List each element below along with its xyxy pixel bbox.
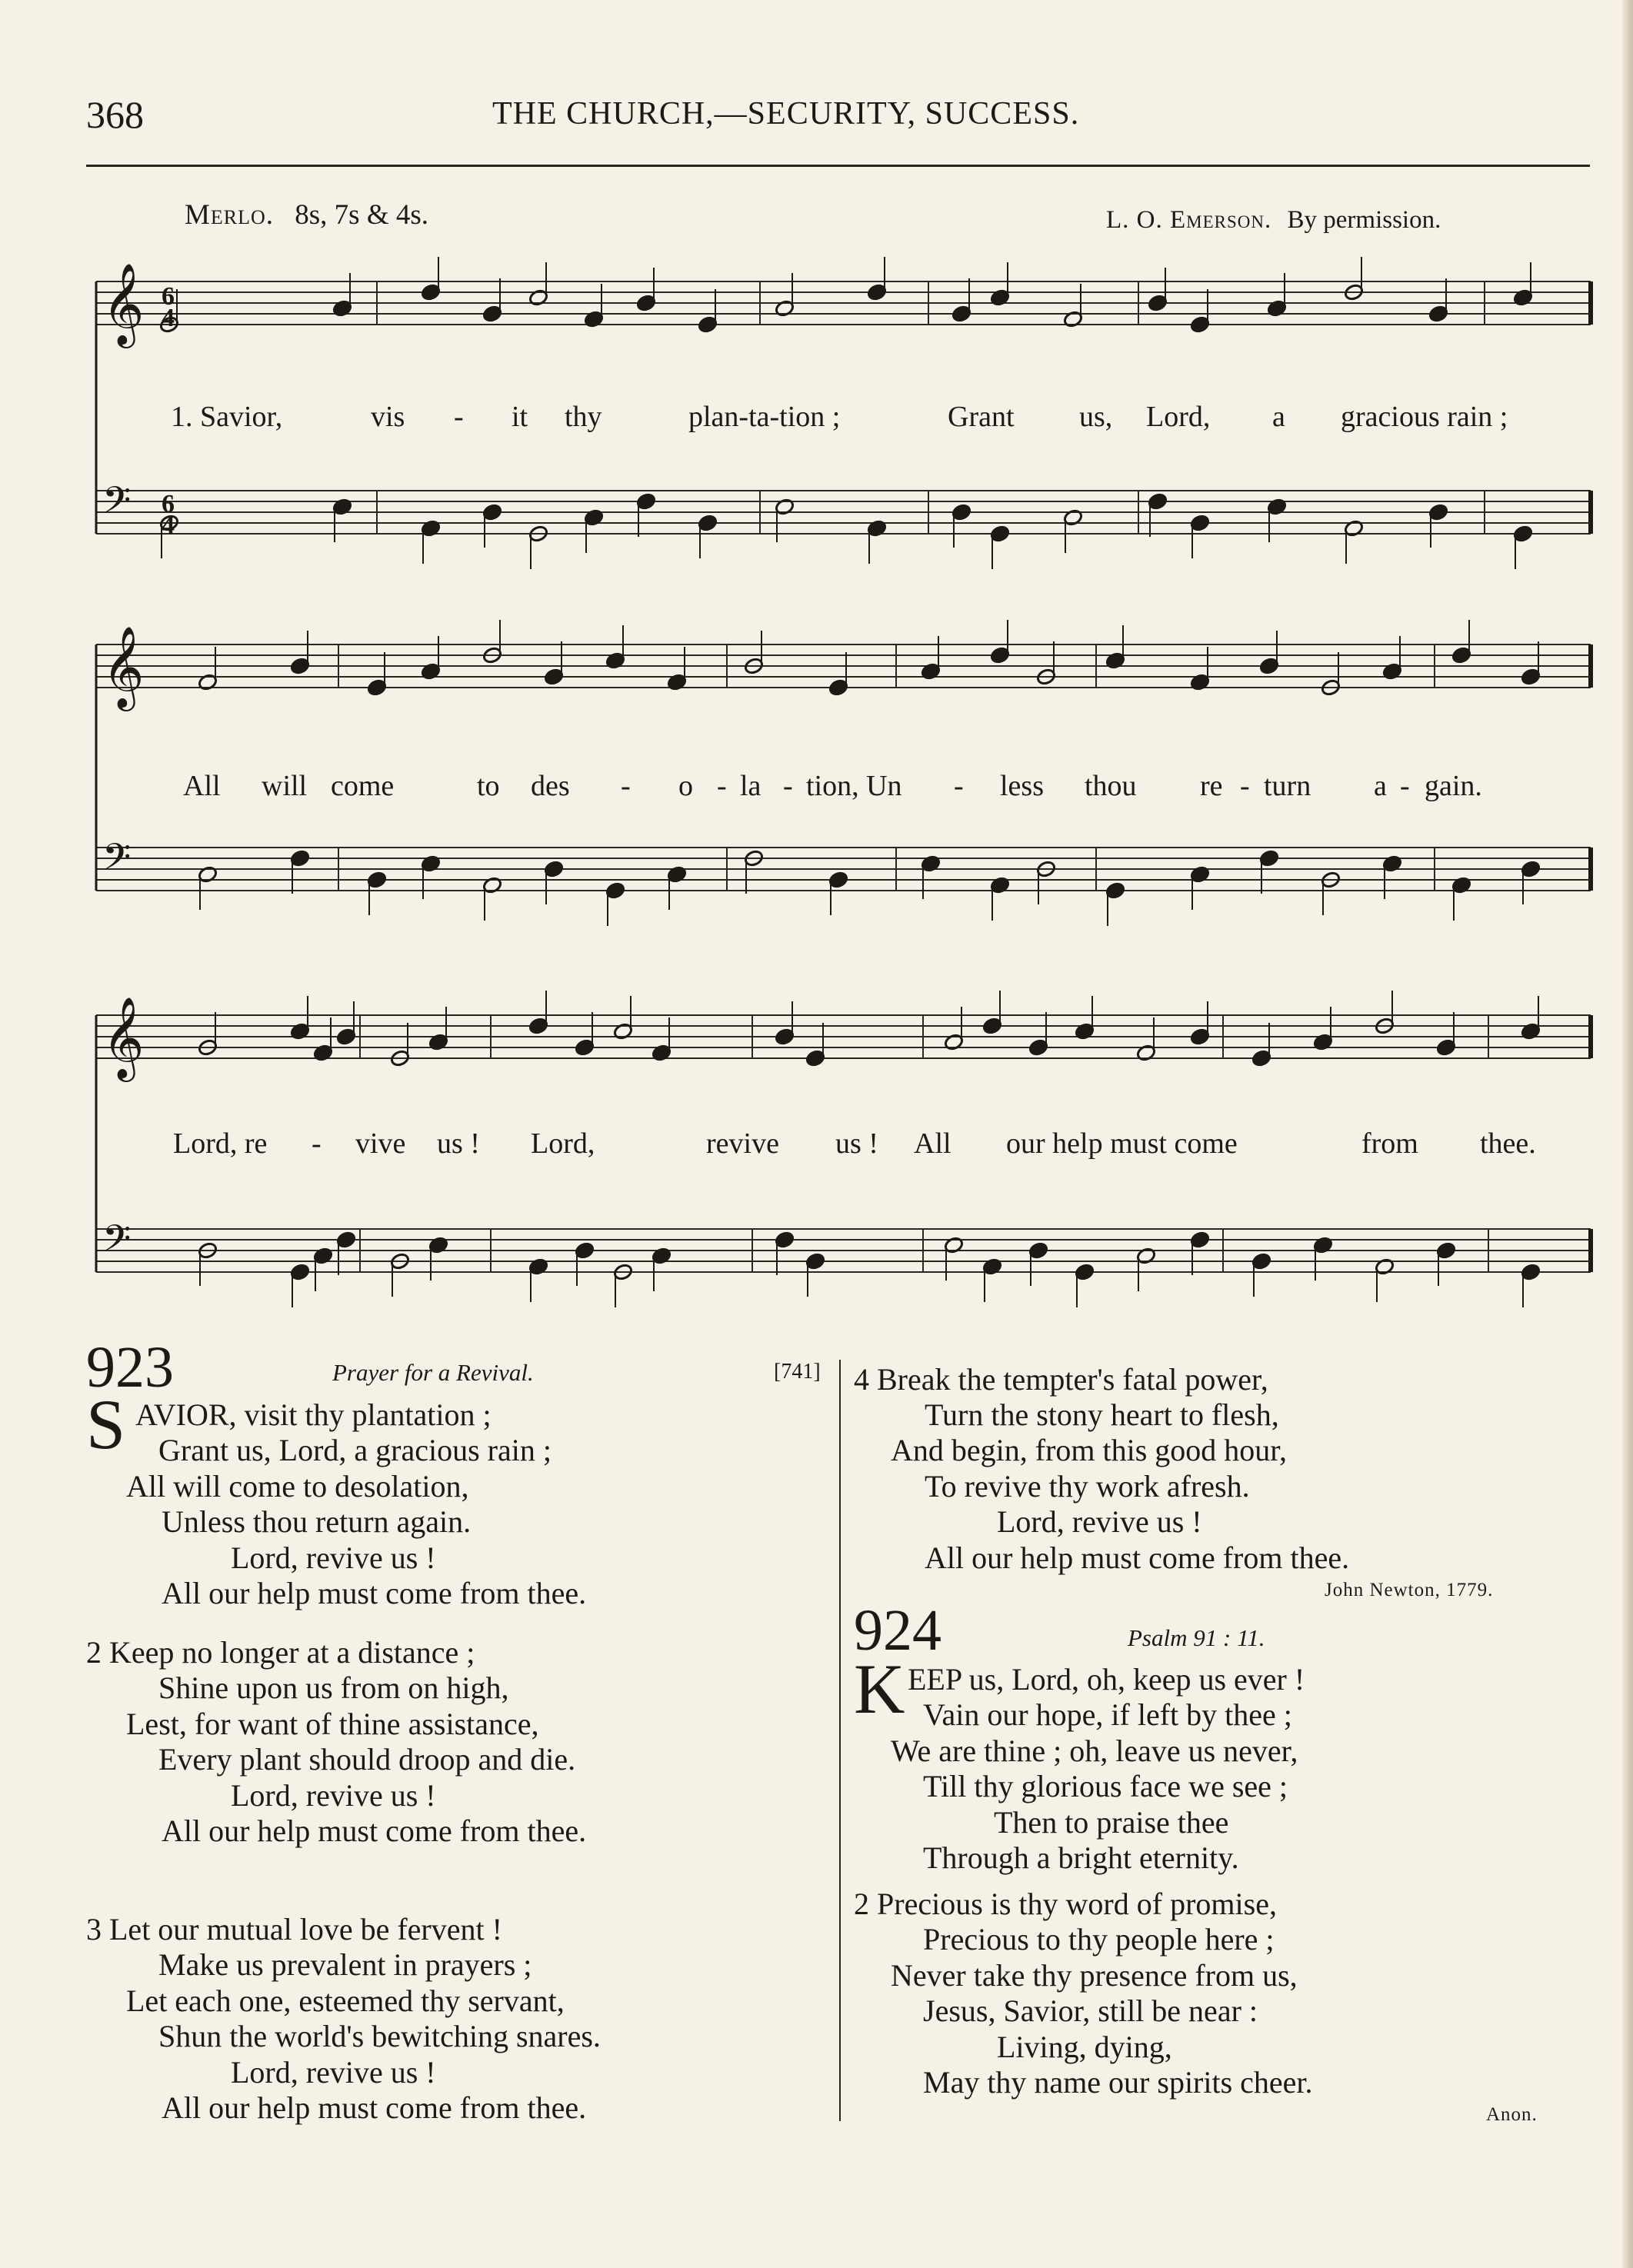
running-title: THE CHURCH,—SECURITY, SUCCESS. [492, 96, 1080, 132]
lyric-s1-8: us, [1079, 401, 1113, 433]
lyric-s2-20: gain. [1425, 770, 1482, 802]
lyric-s2-1: All [183, 770, 221, 802]
bass-clef: 𝄢 [102, 1217, 132, 1269]
h923-v4-l2: Turn the stony heart to flesh, [925, 1397, 1279, 1432]
lyric-s3-7: us ! [835, 1127, 878, 1160]
lyric-s2-7: o [678, 770, 693, 802]
bass-clef: 𝄢 [102, 835, 132, 888]
lyric-s3-5: Lord, [531, 1127, 595, 1160]
h924-v1-l5: Then to praise thee [994, 1805, 1229, 1840]
hymn-924-title: Psalm 91 : 11. [1128, 1624, 1265, 1651]
lyric-s2-11: tion, Un [806, 770, 902, 802]
hymn-924-dropcap: K [854, 1650, 905, 1728]
h923-v1-l2: Grant us, Lord, a gracious rain ; [158, 1433, 552, 1467]
h924-v1-l6: Through a bright eternity. [923, 1840, 1239, 1875]
column-divider [839, 1360, 841, 2121]
h923-v1-l1: AVIOR, visit thy plantation ; [135, 1397, 492, 1432]
lyric-s2-17: turn [1264, 770, 1311, 802]
hymn-923-number: 923 [86, 1335, 174, 1400]
lyric-s3-3: vive [355, 1127, 406, 1160]
h923-v3-l3: Let each one, esteemed thy servant, [126, 1983, 565, 2018]
lyric-s2-9: la [740, 770, 762, 802]
h923-v3-l6: All our help must come from thee. [162, 2090, 587, 2125]
lyric-s3-8: All [914, 1127, 951, 1160]
h924-v2-l6: May thy name our spirits cheer. [923, 2065, 1313, 2100]
bass-clef: 𝄢 [102, 478, 132, 531]
hymn-923-author: John Newton, 1779. [1325, 1580, 1494, 1600]
h924-v2-l5: Living, dying, [997, 2030, 1172, 2064]
lyric-s1-10: a [1272, 401, 1285, 433]
treble-clef: 𝄞 [102, 996, 145, 1078]
lyric-s1-1: 1. Savior, [171, 401, 283, 433]
time-signature-bottom: 4 [162, 511, 175, 540]
lyric-s2-12: - [954, 770, 964, 802]
treble-clef: 𝄞 [102, 625, 145, 708]
lyric-s3-4: us ! [437, 1127, 480, 1160]
treble-clef: 𝄞 [102, 262, 145, 345]
lyric-s2-15: re [1200, 770, 1223, 802]
time-signature-bottom: 4 [162, 304, 175, 332]
lyric-s2-6: - [621, 770, 631, 802]
hymn-923-title: Prayer for a Revival. [332, 1359, 534, 1386]
h924-v2-l4: Jesus, Savior, still be near : [923, 1993, 1258, 2028]
h924-v2-l3: Never take thy presence from us, [891, 1958, 1298, 1993]
lyric-s1-11: gracious rain ; [1341, 401, 1508, 433]
lyric-s1-6: plan-ta-tion ; [688, 401, 841, 433]
h923-v4-l6: All our help must come from thee. [925, 1540, 1350, 1575]
lyric-s1-2: vis [371, 401, 405, 433]
page-number: 368 [86, 93, 144, 136]
hymn-923-ref: [741] [774, 1360, 821, 1384]
h923-v1-l3: All will come to desolation, [126, 1469, 469, 1504]
permission-note: By permission. [1287, 206, 1441, 234]
h923-v2-l5: Lord, revive us ! [231, 1778, 436, 1813]
h923-v2-l1: 2 Keep no longer at a distance ; [86, 1635, 475, 1670]
h924-v1-l2: Vain our hope, if left by thee ; [923, 1697, 1292, 1732]
lyric-s2-14: thou [1085, 770, 1137, 802]
lyric-s3-6: revive [706, 1127, 779, 1160]
time-signature-top: 6 [162, 490, 175, 518]
hymn-924-number: 924 [854, 1598, 941, 1663]
h923-v4-l4: To revive thy work afresh. [925, 1469, 1250, 1504]
h923-v2-l6: All our help must come from thee. [162, 1813, 587, 1848]
lyric-s3-10: from [1361, 1127, 1418, 1160]
lyric-s2-5: des [531, 770, 570, 802]
time-signature-top: 6 [162, 282, 175, 311]
lyric-s1-4: it [512, 401, 528, 433]
h923-v4-l1: 4 Break the tempter's fatal power, [854, 1362, 1268, 1397]
hymn-924-author: Anon. [1486, 2104, 1538, 2125]
h924-v1-l4: Till thy glorious face we see ; [923, 1769, 1288, 1803]
h923-v3-l5: Lord, revive us ! [231, 2055, 436, 2090]
lyric-s2-8: - [717, 770, 727, 802]
h923-v4-l3: And begin, from this good hour, [891, 1433, 1288, 1467]
lyric-s2-10: - [783, 770, 793, 802]
lyric-s2-4: to [477, 770, 500, 802]
h923-v3-l2: Make us prevalent in prayers ; [158, 1947, 532, 1982]
lyric-s3-9: our help must come [1006, 1127, 1238, 1160]
lyric-s2-18: a [1374, 770, 1387, 802]
lyric-s2-3: come [331, 770, 395, 802]
lyric-s2-2: will [262, 770, 308, 802]
lyric-s3-11: thee. [1480, 1127, 1536, 1160]
tune-name: Merlo. [185, 199, 275, 231]
h923-v3-l4: Shun the world's bewitching snares. [158, 2019, 601, 2053]
lyric-s1-7: Grant [948, 401, 1015, 433]
h923-v2-l3: Lest, for want of thine assistance, [126, 1707, 539, 1741]
hymn-923-dropcap: S [86, 1385, 126, 1464]
h923-v2-l4: Every plant should droop and die. [158, 1742, 576, 1777]
h924-v2-l2: Precious to thy people here ; [923, 1922, 1275, 1957]
lyric-s1-5: thy [565, 401, 602, 433]
h923-v4-l5: Lord, revive us ! [997, 1504, 1202, 1539]
lyric-s2-13: less [1000, 770, 1044, 802]
h923-v1-l6: All our help must come from thee. [162, 1576, 587, 1610]
h924-v1-l1: EEP us, Lord, oh, keep us ever ! [908, 1662, 1305, 1697]
tune-meter: 8s, 7s & 4s. [295, 199, 429, 231]
h923-v2-l2: Shine upon us from on high, [158, 1670, 509, 1705]
h923-v3-l1: 3 Let our mutual love be fervent ! [86, 1912, 502, 1947]
lyric-s2-16: - [1240, 770, 1250, 802]
lyric-s1-9: Lord, [1146, 401, 1211, 433]
h923-v1-l5: Lord, revive us ! [231, 1540, 436, 1575]
lyric-s3-2: - [312, 1127, 322, 1160]
lyric-s1-3: - [454, 401, 464, 433]
lyric-s2-19: - [1400, 770, 1410, 802]
lyric-s3-1: Lord, re [173, 1127, 268, 1160]
h924-v1-l3: We are thine ; oh, leave us never, [891, 1733, 1298, 1768]
composer-name: L. O. Emerson. [1106, 206, 1272, 234]
h923-v1-l4: Unless thou return again. [162, 1504, 472, 1539]
h924-v2-l1: 2 Precious is thy word of promise, [854, 1887, 1277, 1921]
